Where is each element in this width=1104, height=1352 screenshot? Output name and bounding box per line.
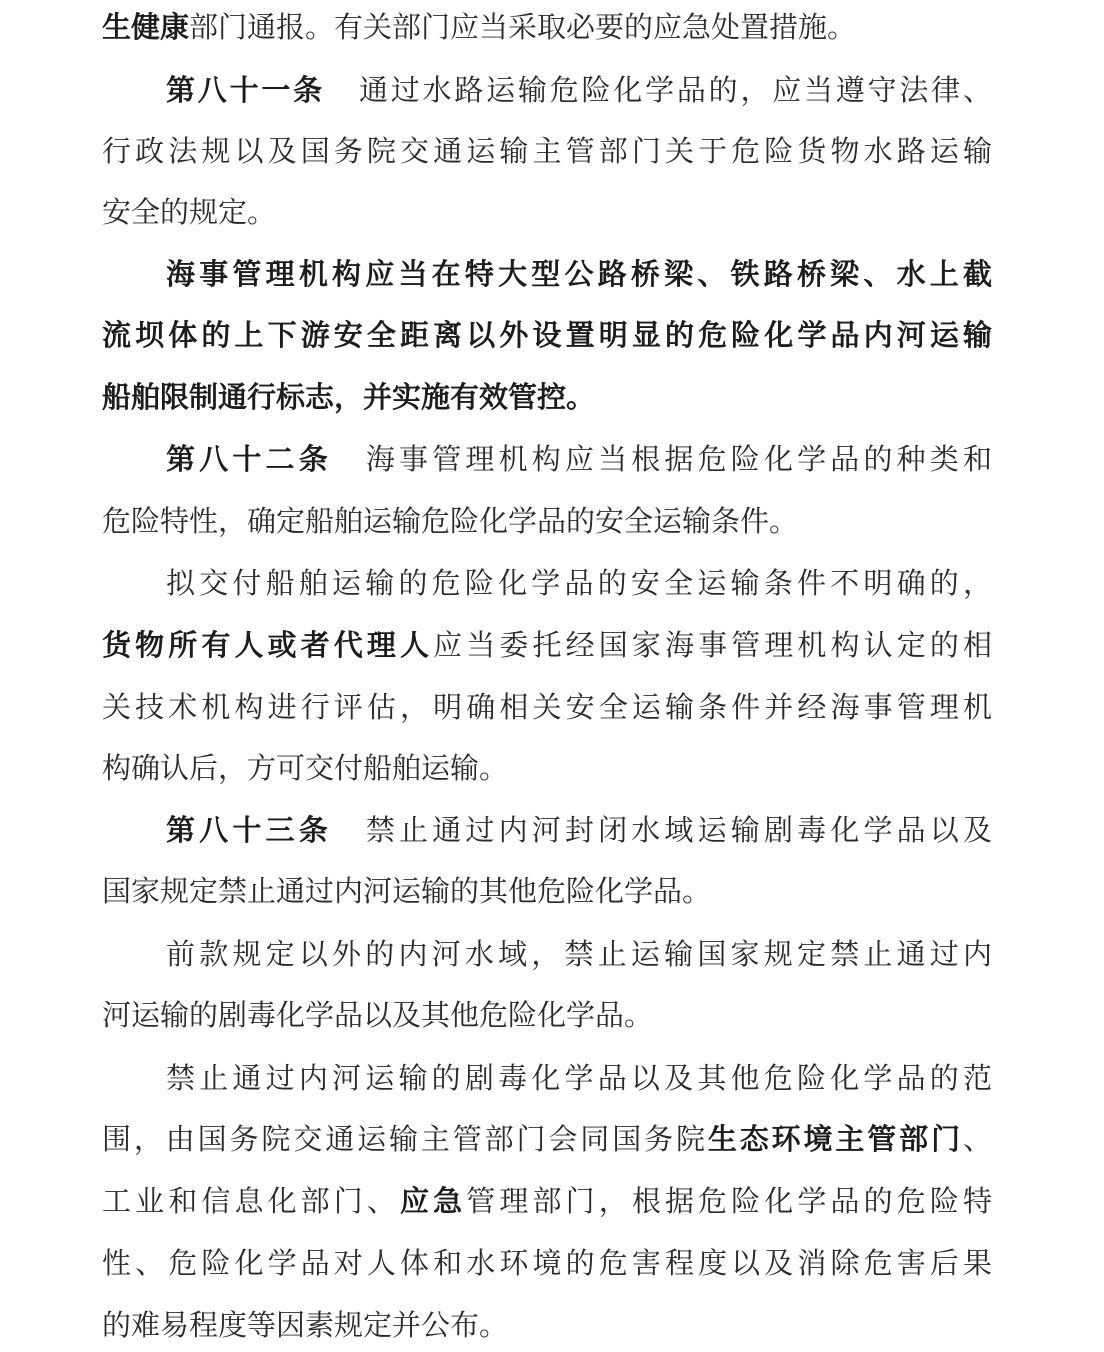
text-line-16 [166,929,992,979]
line-text: 应当委托经国家海事管理机构认定的相 [433,628,992,662]
line-text: 安全的规定。 [102,195,277,229]
text-line-4 [102,187,992,237]
text-line-3 [102,126,992,176]
line-text: 工业和信息化部门、 [102,1184,401,1218]
text-line-1 [102,2,992,52]
line-text: 、 [962,1122,992,1156]
text-line-19 [102,1114,992,1164]
bold-paragraph-line-2 [102,310,992,360]
bold-paragraph-line-3 [102,372,992,422]
article-83-first-line [166,805,992,855]
line-text: 前款规定以外的内河水域，禁止运输国家规定禁止通过内 [166,937,992,971]
line-text: 国家规定禁止通过内河运输的其他危险化学品。 [102,874,712,908]
text-line-9 [102,496,992,546]
text-line-20 [102,1176,992,1226]
article-number: 第八十二条 [166,442,332,476]
line-text: 行政法规以及国务院交通运输主管部门关于危险货物水路运输 [102,134,992,168]
text-line-17 [102,990,992,1040]
line-text: 船舶限制通行标志，并实施有效管控。 [102,380,596,414]
text-line-10 [166,558,992,608]
text-line-22 [102,1300,992,1350]
text-line-13 [102,743,992,793]
line-text: 危险特性，确定船舶运输危险化学品的安全运输条件。 [102,504,799,538]
bold-phrase: 货物所有人或者代理人 [102,628,434,662]
article-82-first-line [166,434,992,484]
bold-paragraph-line-1 [166,249,992,299]
line-text: 海事管理机构应当根据危险化学品的种类和 [365,442,992,476]
bold-phrase: 应急 [400,1184,467,1218]
line-text: 关技术机构进行评估，明确相关安全运输条件并经海事管理机 [102,690,992,724]
article-number: 第八十一条 [166,73,325,107]
text-line-12 [102,682,992,732]
line-text: 性、危险化学品对人体和水环境的危害程度以及消除危害后果 [102,1246,992,1280]
text-line-11 [102,620,992,670]
bold-phrase: 生态环境主管部门 [707,1122,963,1156]
article-81-first-line [166,65,992,115]
line-text: 构确认后，方可交付船舶运输。 [102,751,509,785]
line-text: 禁止通过内河运输的剧毒化学品以及其他危险化学品的范 [166,1061,992,1095]
line-text: 通过水路运输危险化学品的，应当遵守法律、 [358,73,992,107]
line-text: 河运输的剧毒化学品以及其他危险化学品。 [102,998,654,1032]
line-text: 禁止通过内河封闭水域运输剧毒化学品以及 [365,813,992,847]
text-line-21 [102,1238,992,1288]
article-number: 第八十三条 [166,813,332,847]
line-text: 围，由国务院交通运输主管部门会同国务院 [102,1122,708,1156]
text-line-15 [102,866,992,916]
bold-phrase: 生健康 [102,10,190,44]
text-line-18 [166,1053,992,1103]
line-text: 流坝体的上下游安全距离以外设置明显的危险化学品内河运输 [102,318,992,352]
line-text: 拟交付船舶运输的危险化学品的安全运输条件不明确的， [166,566,992,600]
line-text: 海事管理机构应当在特大型公路桥梁、铁路桥梁、水上截 [166,257,992,291]
line-text: 的难易程度等因素规定并公布。 [102,1308,509,1342]
line-text: 管理部门，根据危险化学品的危险特 [466,1184,992,1218]
line-text: 部门通报。有关部门应当采取必要的应急处置措施。 [189,10,857,44]
